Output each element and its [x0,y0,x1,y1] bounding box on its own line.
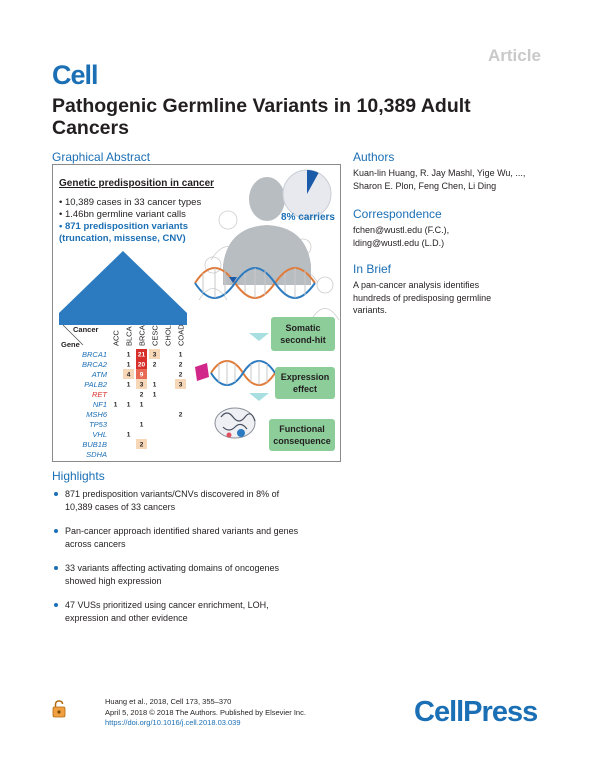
heatmap-cell-value: 1 [152,381,157,389]
highlight-item: 47 VUSs prioritized using cancer enrichment, LOH, expression and other evidence [52,599,352,624]
heatmap-cell-value: 1 [126,361,131,369]
mechanism-label-2b: effect [292,384,318,394]
heatmap-cell-value: 1 [126,431,131,439]
mechanism-label-1a: Somatic [285,323,321,333]
heatmap-cell-value: 1 [139,401,144,409]
heatmap-cell-value: 9 [139,371,144,379]
carrier-pie-chart [283,170,331,218]
graphical-abstract-heading: Graphical Abstract [52,150,151,164]
pyramid-shape [59,251,187,325]
heatmap-cell-value: 21 [137,351,146,359]
heatmap-col-label-acc: ACC [111,330,121,346]
heatmap-row-label-sdha: SDHA [86,450,107,459]
in-brief-line-3: variants. [353,305,388,315]
bullet-variants: • 871 predisposition variants [59,221,188,232]
heatmap-cell-value: 1 [113,401,118,409]
heatmap-col-label-brca: BRCA [137,325,147,346]
heatmap-cell-value: 1 [126,381,131,389]
authors-heading: Authors [353,150,395,164]
heatmap-row-label-bub1b: BUB1B [82,440,107,449]
heatmap [61,324,186,459]
authors-line-2: Sharon E. Plon, Feng Chen, Li Ding [353,180,497,191]
heatmap-row-label-vhl: VHL [92,430,107,439]
heatmap-row-label-atm: ATM [91,370,107,379]
in-brief-text [353,279,583,317]
highlights-heading: Highlights [52,469,105,483]
correspondence-heading: Correspondence [353,207,442,221]
heatmap-cell-value: 1 [152,391,157,399]
correspondence-emails [353,224,583,249]
heatmap-col-label-chol: CHOL [163,325,173,346]
heatmap-cell-value: 3 [178,381,183,389]
in-brief-heading: In Brief [353,262,392,276]
heatmap-cell-value: 4 [126,371,131,379]
heatmap-cell-value: 1 [126,351,131,359]
heatmap-cell-value: 20 [137,361,146,369]
heatmap-cell-value: 2 [139,391,144,399]
mechanism-somatic-second-hit [271,317,335,351]
heatmap-row-label-nf1: NF1 [92,400,107,409]
publication-date: April 5, 2018 © 2018 The Authors. Published by Elsevier Inc. [105,707,306,717]
heatmap-cell-value: 2 [152,361,157,369]
heatmap-row-label-palb2: PALB2 [84,380,107,389]
heatmap-cancer-label: Cancer [73,325,99,334]
pie-label: 8% carriers [281,212,335,223]
graphical-abstract-figure [53,165,340,461]
dna-helix-middle [211,361,275,385]
box-title: Genetic predisposition in cancer [59,178,215,189]
citation: Huang et al., 2018, Cell 173, 355–370 [105,697,232,706]
bullet-icon [54,603,58,607]
highlight-item: Pan-cancer approach identified shared variants and genes across cancers [52,525,352,550]
heatmap-cell-value: 2 [139,441,144,449]
cellpress-logo: CellPress [414,696,538,728]
heatmap-cell-value: 2 [178,361,183,369]
heatmap-row-label-msh6: MSH6 [86,410,107,419]
heatmap-row-label-brca1: BRCA1 [81,350,107,359]
heatmap-cell-value: 1 [126,401,131,409]
mechanism-label-2a: Expression [280,372,330,382]
bullet-icon [54,566,58,570]
bullet-icon [54,529,58,533]
heatmap-row-label-tp53: TP53 [89,420,107,429]
highlight-item: 871 predisposition variants/CNVs discovered in 8% of 10,389 cases of 33 cancers [52,488,352,513]
heatmap-gene-label: Gene [61,340,80,349]
open-access-icon [52,700,66,718]
journal-logo: Cell [52,60,98,90]
paper-title: Pathogenic Germline Variants in 10,389 Adult Cancers [52,95,471,139]
doi-link[interactable]: https://doi.org/10.1016/j.cell.2018.03.039 [105,718,241,727]
mechanism-label-1b: second-hit [280,335,326,345]
mechanism-expression-effect [275,367,335,399]
bullet-cases: • 10,389 cases in 33 cancer types [59,197,202,208]
heatmap-cell-value: 1 [178,351,183,359]
heatmap-cell-value: 2 [178,411,183,419]
bullet-variant-types: (truncation, missense, CNV) [59,233,186,244]
graphical-abstract [52,164,341,462]
email-lding[interactable]: lding@wustl.edu (L.D.) [353,237,445,248]
authors-list [353,167,583,192]
heatmap-row-label-brca2: BRCA2 [81,360,107,369]
mechanism-functional-consequence [269,419,335,451]
heatmap-cell-value: 3 [152,351,157,359]
protein-structure [215,408,255,438]
mechanism-label-3a: Functional [279,424,325,434]
in-brief-line-1: A pan-cancer analysis identifies [353,280,480,290]
heatmap-col-label-coad: COAD [176,324,186,346]
mechanism-label-3b: consequence [273,436,331,446]
heatmap-cell-value: 1 [139,421,144,429]
highlights-list [52,488,352,636]
heatmap-cell-value: 3 [139,381,144,389]
article-type-label: Article [488,46,541,65]
heatmap-col-label-blca: BLCA [124,326,134,346]
highlight-item: 33 variants affecting activating domains of oncogenes showed high expression [52,562,352,587]
citation-block [105,697,306,729]
expression-marker [195,363,209,381]
email-fchen[interactable]: fchen@wustl.edu (F.C.), [353,225,450,235]
authors-line-1: Kuan-lin Huang, R. Jay Mashl, Yige Wu, ..., [353,168,526,178]
bullet-calls: • 1.46bn germline variant calls [59,209,186,220]
in-brief-line-2: hundreds of predisposing germline [353,292,492,303]
heatmap-col-label-cesc: CESC [150,325,160,346]
heatmap-cell-value: 2 [178,371,183,379]
bullet-icon [54,492,58,496]
heatmap-row-label-ret: RET [92,390,107,399]
